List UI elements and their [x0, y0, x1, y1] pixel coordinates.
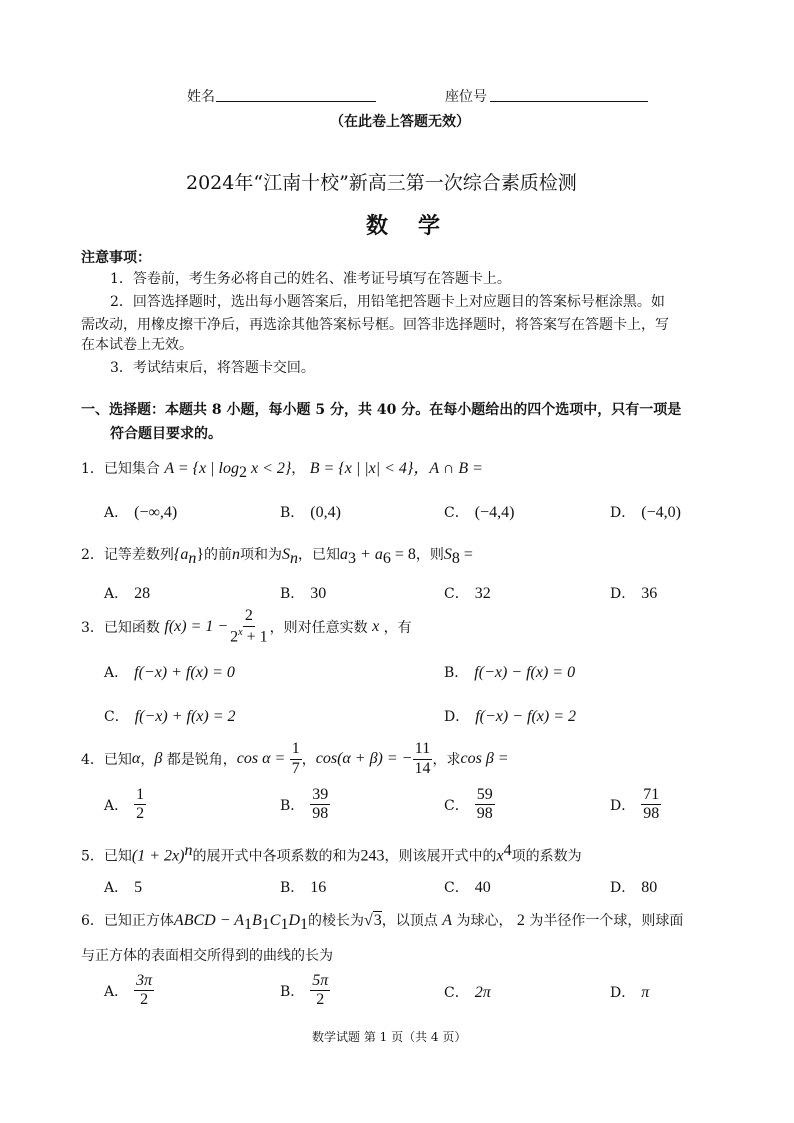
option-b: B． 16 [280, 879, 327, 896]
page-footer: 数学试题 第 1 页（共 4 页） [312, 1030, 467, 1044]
option-b: B． $\frac{39}{98}$ [280, 786, 329, 823]
intersection: ，A ∩ B = [413, 460, 483, 477]
question-2: 2．记等差数列$\{a_n\}$的前n项和为$S_n$，已知$a_3 + a_6 = 8$，则$S_8$ = [81, 546, 473, 567]
notice-item: 2．回答选择题时，选出每小题答案后，用铅笔把答题卡上对应题目的答案标号框涂黑。如 [110, 294, 665, 310]
option-c: C． f(−x) + f(x) = 2 [104, 708, 236, 725]
option-c: C． (−4,4) [444, 504, 515, 521]
option-d: D． 36 [610, 585, 658, 602]
question-6: 6．已知正方体ABCD − $A_1B_1C_1D_1$的棱长为√3，以顶点 A 为球心， 2 为半径作一个球，则球面 [81, 912, 684, 933]
fraction: $\frac{2}{2^x + 1}$ [230, 607, 268, 646]
option-b: B． 30 [280, 585, 327, 602]
section-heading: 一、选择题：本题共 8 小题，每小题 5 分，共 40 分。在每小题给出的四个选项中，只有一项是 [81, 402, 682, 418]
set-a: A = {x | log [164, 460, 239, 477]
subject-title: 数 学 [366, 213, 445, 239]
set-b: B = {x | |x| < 4} [309, 460, 414, 477]
option-value: (0,4) [310, 504, 341, 521]
question-text: 已知集合 [103, 461, 160, 477]
name-label: 姓名 [187, 89, 215, 105]
notice-item: 1．答卷前，考生务必将自己的姓名、准考证号填写在答题卡上。 [110, 271, 511, 287]
option-d: D． f(−x) − f(x) = 2 [444, 708, 577, 725]
question-6-cont: 与正方体的表面相交所得到的曲线的长为 [81, 948, 333, 964]
option-d: D． π [610, 984, 650, 1001]
option-a: A． 28 [104, 585, 151, 602]
option-value: (−4,0) [641, 504, 681, 521]
option-b: B． (0,4) [280, 504, 341, 521]
option-c: C． $\frac{59}{98}$ [444, 786, 493, 823]
seat-blank [490, 86, 648, 102]
notice-item: 需改动，用橡皮擦干净后，再选涂其他答案标号框。回答非选择题时，将答案写在答题卡上，写 [81, 317, 669, 333]
question-number: 1． [81, 461, 104, 477]
option-a: A． 5 [104, 879, 143, 896]
option-value: (−4,4) [474, 504, 515, 521]
option-a: A． f(−x) + f(x) = 0 [104, 664, 235, 681]
question-3: 3． 已知函数 f(x) = 1 − $\frac{2}{2^x + 1}$ ，则对任意实数 x ，有 [81, 607, 412, 646]
question-1 [81, 455, 483, 482]
option-c: C． 40 [444, 879, 491, 896]
option-d: D． (−4,0) [610, 504, 681, 521]
notice-item: 3．考试结束后，将答题卡交回。 [110, 360, 315, 376]
question-4: 4． 已知 α ， β 都是锐角， cos α = $\frac{1}{7}$ ， cos(α + β) = − $\frac{11}{14}$ ，求 cos β = [81, 740, 509, 777]
option-c: C． 32 [444, 585, 491, 602]
invalid-note: （在此卷上答题无效） [330, 114, 470, 130]
option-c: C． 2π [444, 984, 491, 1001]
log-base: 2 [239, 463, 247, 481]
sqrt-value: 3 [373, 912, 382, 929]
seat-label: 座位号 [445, 89, 487, 105]
option-a: A． $\frac{3\pi}{2}$ [104, 972, 153, 1009]
option-d: D． $\frac{71}{98}$ [610, 786, 660, 823]
section-heading-cont: 符合题目要求的。 [110, 426, 222, 442]
question-5: 5．已知$(1 + 2x)^n$的展开式中各项系数的和为243，则该展开式中的$x^4$项的系数为 [81, 842, 582, 865]
option-d: D． 80 [610, 879, 658, 896]
set-a-rest: x < 2} [247, 460, 292, 477]
option-a: A． (−∞,4) [104, 504, 178, 521]
separator: ， [291, 461, 306, 477]
notice-item: 在本试卷上无效。 [81, 337, 193, 353]
option-a: A． $\frac{1}{2}$ [104, 786, 145, 823]
option-b: B． f(−x) − f(x) = 0 [444, 664, 576, 681]
name-blank [216, 86, 376, 102]
option-value: (−∞,4) [134, 504, 178, 521]
notice-title: 注意事项： [81, 250, 151, 266]
option-b: B． $\frac{5\pi}{2}$ [280, 972, 329, 1009]
exam-title: 2024年“江南十校”新高三第一次综合素质检测 [186, 172, 577, 194]
